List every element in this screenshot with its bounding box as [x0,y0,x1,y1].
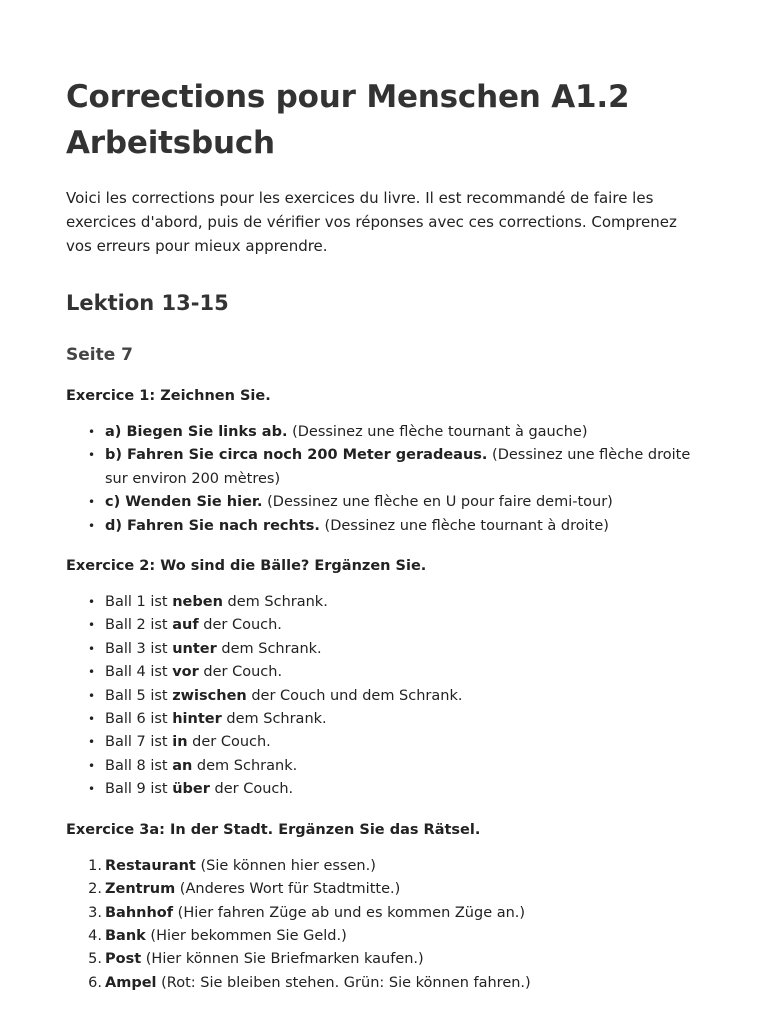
list-item [66,591,702,614]
sentence-end: dem Schrank. [221,711,327,728]
sentence-start: Ball 7 ist [105,734,173,751]
page-title: Corrections pour Menschen A1.2 Arbeitsbuch [66,79,630,161]
exercise2-title: Exercice 2: Wo sind die Bälle? Ergänzen Sie. [66,558,427,575]
answer-hint: (Rot: Sie bleiben stehen. Grün: Sie können fahren.) [156,974,531,991]
item-number: 6. [88,974,102,991]
answer-note: (Dessinez une flèche tournant à gauche) [287,424,588,440]
answer-word: Restaurant [105,857,196,874]
sentence-start: Ball 5 ist [105,687,173,704]
item-number: 1. [88,857,102,874]
answer-hint: (Hier bekommen Sie Geld.) [145,927,347,944]
sentence-end: der Couch. [198,664,283,681]
sentence-start: Ball 6 ist [105,711,173,728]
item-number: 4. [88,927,102,944]
list-item [66,491,702,514]
bullet-icon: • [88,425,96,439]
list-item [66,708,702,731]
page-heading: Seite 7 [66,345,134,365]
bullet-icon: • [88,641,96,656]
list-item [66,661,702,684]
list-item [66,855,702,878]
item-number: 3. [88,904,102,921]
sentence-start: Ball 4 ist [105,664,173,681]
sentence-end: der Couch und dem Schrank. [246,687,463,704]
exercise1-list [66,421,702,538]
sentence-end: der Couch. [187,734,271,751]
sentence-end: dem Schrank. [192,757,298,774]
bullet-icon: • [88,518,96,533]
list-item [66,948,702,971]
sentence-start: Ball 8 ist [105,757,173,774]
preposition: in [172,734,188,751]
list-item [66,972,702,995]
bullet-icon: • [88,448,96,463]
list-item [66,685,702,708]
preposition: hinter [172,711,222,728]
answer-word: Post [105,951,142,968]
sentence-start: Ball 9 ist [105,781,173,798]
preposition: an [172,757,193,774]
preposition: neben [172,594,223,611]
bullet-icon: • [88,712,96,727]
preposition: vor [172,664,199,681]
exercise2-list [66,591,702,802]
list-item [66,444,702,491]
exercise3a-list [66,855,702,995]
list-item [66,878,702,901]
lesson-heading: Lektion 13-15 [66,291,229,315]
answer-bold: d) Fahren Sie nach rechts. [105,517,320,534]
answer-note: (Dessinez une flèche en U pour faire demi-tour) [262,494,613,511]
item-number: 2. [88,881,102,898]
sentence-end: dem Schrank. [216,640,322,657]
sentence-start: Ball 2 ist [105,617,173,634]
preposition: über [172,781,210,798]
bullet-icon: • [88,618,96,633]
answer-word: Ampel [105,974,157,991]
answer-note: (Dessinez une flèche tournant à droite) [319,517,609,534]
sentence-start: Ball 3 ist [105,640,173,657]
bullet-icon: • [88,595,96,610]
sentence-start: Ball 1 ist [105,594,173,611]
sentence-end: der Couch. [198,617,282,634]
bullet-icon: • [88,688,96,703]
list-item [66,731,702,754]
list-item [66,755,702,778]
list-item [66,925,702,948]
intro-paragraph: Voici les corrections pour les exercices du livre. Il est recommandé de faire les exercices d'abord, puis de vérifier vos réponses avec ces corrections. Comprenez vos erreurs pour mieux apprendre. [66,189,677,255]
answer-note: (Dessinez une flèche droite sur environ 200 mètres) [105,447,691,487]
answer-hint: (Sie können hier essen.) [195,857,376,874]
item-number: 5. [88,951,102,968]
preposition: auf [172,617,199,634]
answer-bold: a) Biegen Sie links ab. [105,424,288,440]
list-item [66,902,702,925]
answer-word: Bank [105,927,146,944]
answer-bold: b) Fahren Sie circa noch 200 Meter geradeaus. [105,447,488,464]
preposition: zwischen [172,687,247,704]
bullet-icon: • [88,665,96,680]
bullet-icon: • [88,758,96,773]
bullet-icon: • [88,735,96,750]
list-item [66,515,702,538]
bullet-icon: • [88,782,96,797]
exercise1-title: Exercice 1: Zeichnen Sie. [66,388,271,404]
answer-hint: (Hier können Sie Briefmarken kaufen.) [141,951,424,968]
list-item [66,614,702,637]
sentence-end: der Couch. [209,781,294,798]
list-item [66,638,702,661]
bullet-icon: • [88,495,96,510]
exercise3a-title: Exercice 3a: In der Stadt. Ergänzen Sie das Rätsel. [66,821,481,838]
list-item [66,778,702,801]
answer-word: Bahnhof [105,904,174,921]
answer-hint: (Hier fahren Züge ab und es kommen Züge an.) [173,904,526,921]
list-item [66,421,702,444]
answer-hint: (Anderes Wort für Stadtmitte.) [175,881,401,898]
answer-word: Zentrum [105,881,176,898]
preposition: unter [172,640,217,657]
sentence-end: dem Schrank. [222,594,328,611]
answer-bold: c) Wenden Sie hier. [105,494,263,511]
